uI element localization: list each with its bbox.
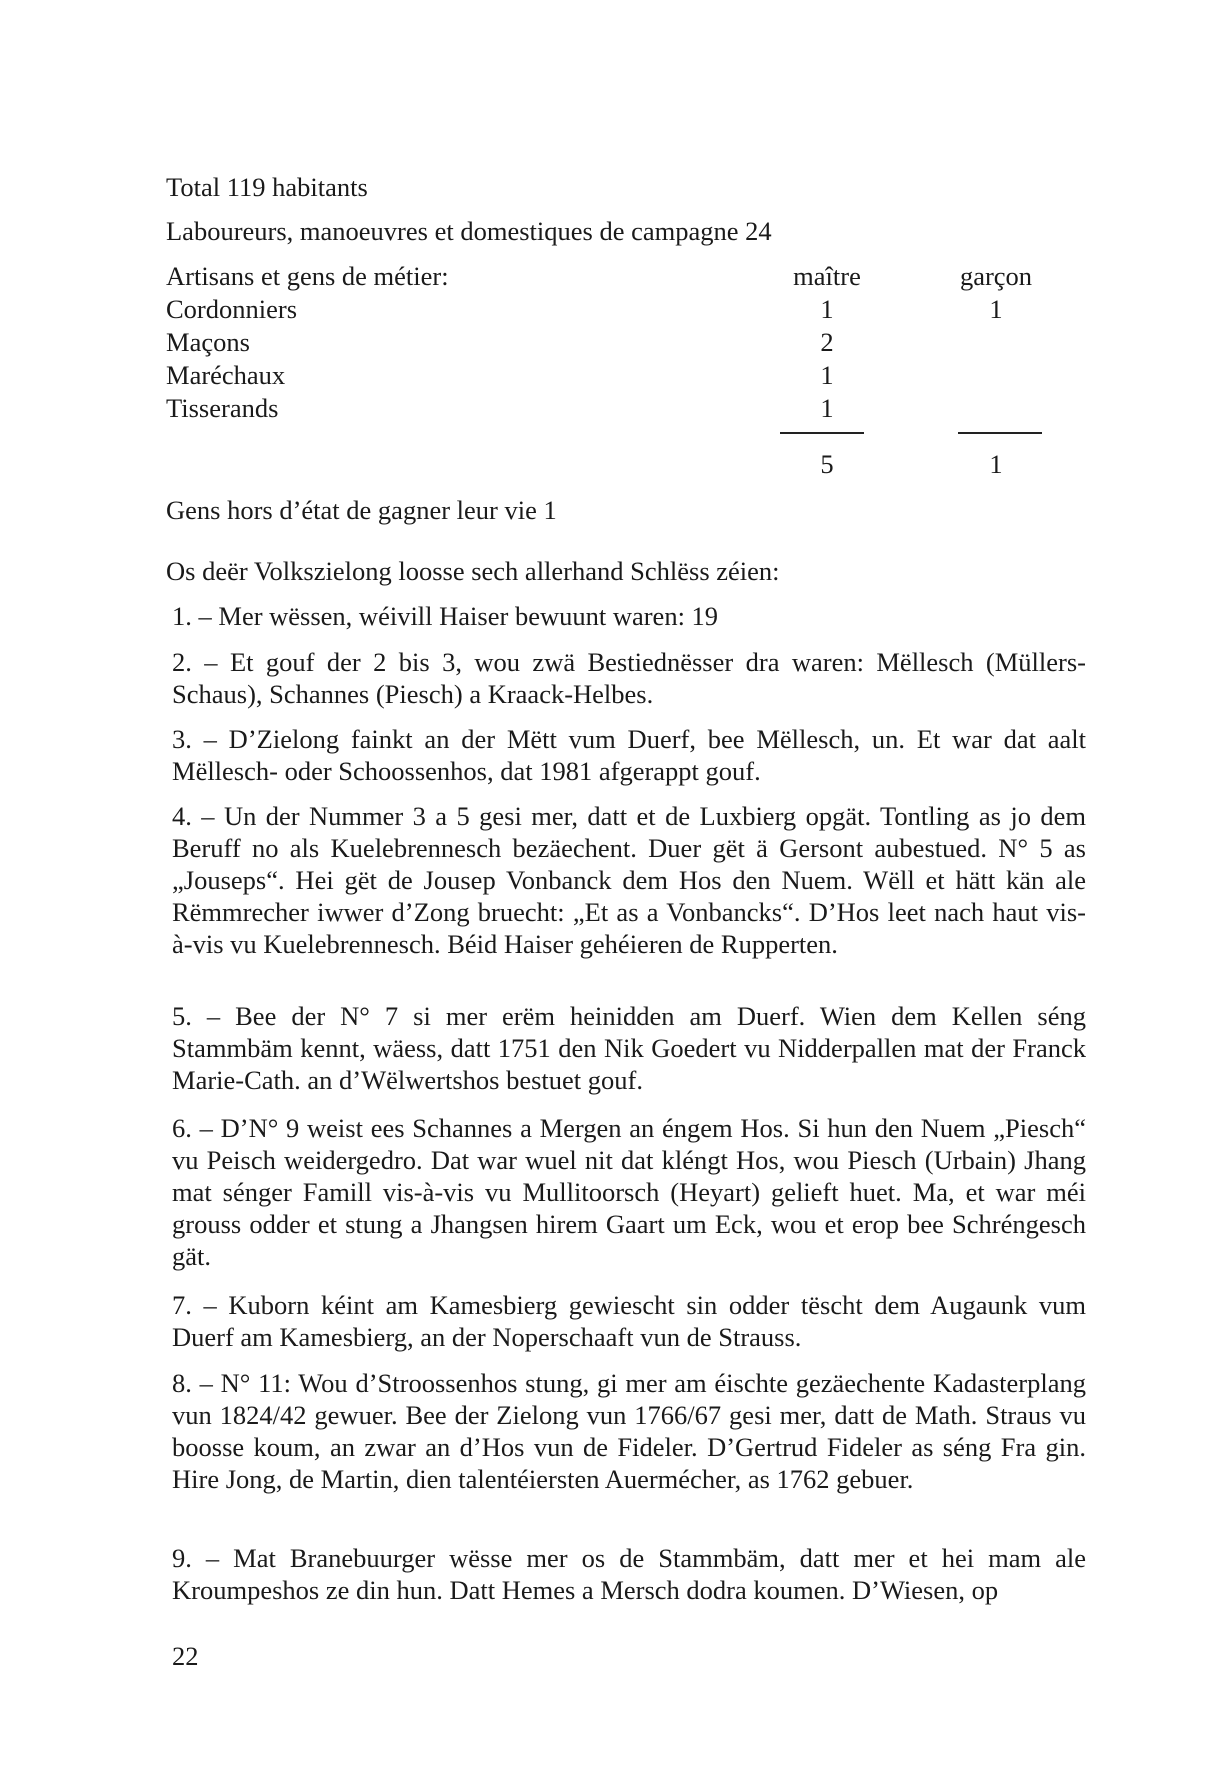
list-item: 1. – Mer wëssen, wéivill Haiser bewuunt waren: 19 (172, 601, 719, 631)
page-number: 22 (172, 1641, 199, 1671)
intro-line: Os deër Volkszielong loosse sech allerhand Schlëss zéien: (166, 556, 780, 586)
row-master-value: 2 (820, 327, 834, 357)
row-master-value: 1 (820, 360, 834, 390)
row-boy-value: 1 (989, 294, 1003, 324)
list-item: 9. – Mat Branebuurger wësse mer os de Stammbäm, datt mer et hei mam ale Kroumpeshos ze din hun. Datt Hemes a Mersch dodra koumen. D’Wiesen, op (172, 1543, 1086, 1605)
row-label: Maçons (166, 327, 250, 357)
col-header-master: maître (793, 261, 861, 291)
list-item: 7. – Kuborn kéint am Kamesbierg gewiescht sin odder tëscht dem Augaunk vum Duerf am Kamesbierg, an der Noperschaaft vun de Strauss. (172, 1290, 1086, 1352)
sum-rule-boy (958, 432, 1042, 434)
total-line: Total 119 habitants (166, 172, 368, 202)
list-item: 6. – D’N° 9 weist ees Schannes a Mergen an éngem Hos. Si hun den Nuem „Piesch“ vu Peisch weidergedro. Dat war wuel nit dat kléngt Hos, wou Piesch (Urbain) Jhang mat sénger Famill vis-à-vis vu Mullitoorsch (Heyart) gelieft huet. Ma, et war méi grouss odder et stung a Jhangsen hirem Gaart um Eck, wou et erop bee Schréngesch gät. (172, 1113, 1086, 1271)
list-item: 8. – N° 11: Wou d’Stroossenhos stung, gi mer am éischte gezäechente Kadasterplang vun 1824/42 gewuer. Bee der Zielong vun 1766/67 gesi mer, datt de Math. Straus vu boosse koum, an zwar an d’Hos vun de Fideler. D’Gertrud Fideler as séng Fra gin. Hire Jong, de Martin, dien talentéiersten Auermécher, as 1762 gebuer. (172, 1368, 1086, 1494)
list-item: 5. – Bee der N° 7 si mer erëm heinidden am Duerf. Wien dem Kellen séng Stammbäm kennt, wäess, datt 1751 den Nik Goedert vu Nidderpallen mat der Franck Marie-Cath. an d’Wëlwertshos bestuet gouf. (172, 1001, 1086, 1095)
list-item: 2. – Et gouf der 2 bis 3, wou zwä Bestiednësser dra waren: Mëllesch (Müllers-Schaus), Schannes (Piesch) a Kraack-Helbes. (172, 647, 1086, 709)
row-master-value: 1 (820, 294, 834, 324)
list-item: 3. – D’Zielong fainkt an der Mëtt vum Duerf, bee Mëllesch, un. Et war dat aalt Mëllesch- oder Schoossenhos, dat 1981 afgerappt gouf. (172, 724, 1086, 786)
row-master-value: 1 (820, 393, 834, 423)
gens-hors-line: Gens hors d’état de gagner leur vie 1 (166, 495, 557, 525)
laboureurs-line: Laboureurs, manoeuvres et domestiques de campagne 24 (166, 216, 772, 246)
row-label: Maréchaux (166, 360, 286, 390)
total-master-value: 5 (820, 449, 834, 479)
row-label: Cordonniers (166, 294, 298, 324)
sum-rule-master (780, 432, 864, 434)
row-label: Tisserands (166, 393, 279, 423)
list-item: 4. – Un der Nummer 3 a 5 gesi mer, datt et de Luxbierg opgät. Tontling as jo dem Beruff no als Kuelebrennesch bezäechent. Duer gët ä Gersont aubestued. N° 5 as „Jouseps“. Hei gët de Jousep Vonbanck dem Hos den Nuem. Wëll et hätt kän ale Rëmmrecher iwwer d’Zong bruecht: „Et as a Vonbancks“. D’Hos leet nach haut vis-à-vis vu Kuelebrennesch. Béid Haiser gehéieren de Rupperten. (172, 801, 1086, 959)
artisans-heading: Artisans et gens de métier: (166, 261, 449, 291)
col-header-boy: garçon (959, 261, 1033, 291)
total-boy-value: 1 (989, 449, 1003, 479)
